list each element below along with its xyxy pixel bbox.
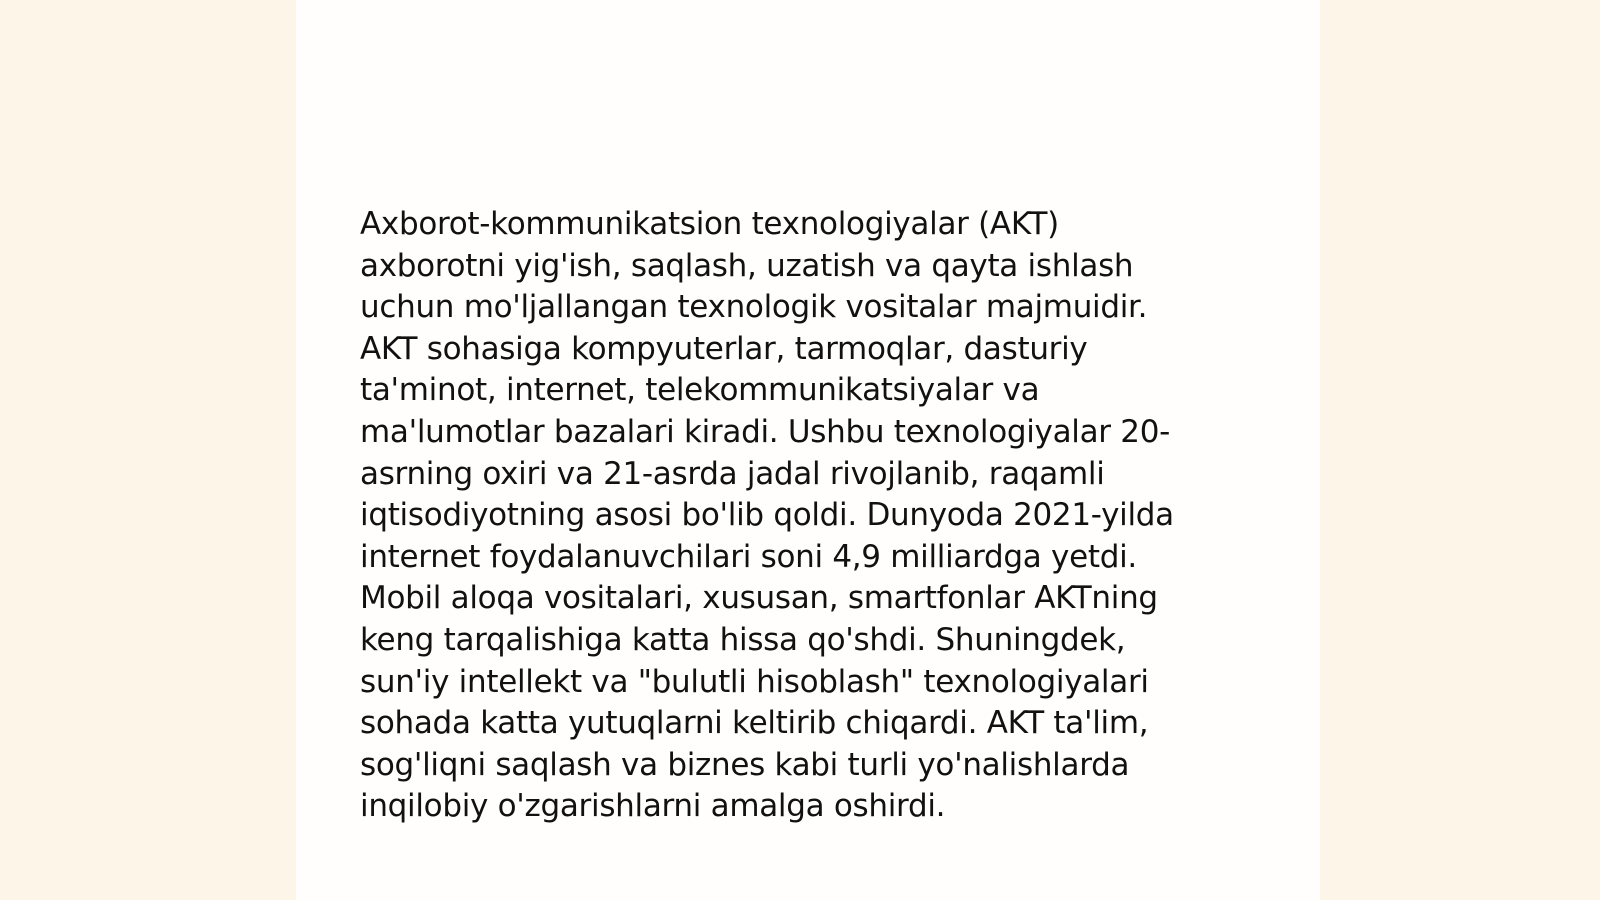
paragraph-line: inqilobiy o'zgarishlarni amalga oshirdi.: [360, 788, 946, 825]
paragraph-line: ta'minot, internet, telekommunikatsiyalar va: [360, 372, 1040, 409]
paragraph-line: sun'iy intellekt va "bulutli hisoblash" texnologiyalari: [360, 663, 1149, 700]
paragraph-line: internet foydalanuvchilari soni 4,9 milliardga yetdi.: [360, 538, 1137, 575]
paragraph-line: asrning oxiri va 21-asrda jadal rivojlanib, raqamli: [360, 455, 1105, 492]
paragraph-line: iqtisodiyotning asosi bo'lib qoldi. Dunyoda 2021-yilda: [360, 497, 1174, 534]
paragraph-line: sog'liqni saqlash va biznes kabi turli yo'nalishlarda: [360, 746, 1130, 783]
paragraph-line: uchun mo'ljallangan texnologik vositalar majmuidir.: [360, 289, 1148, 326]
paragraph-line: AKT sohasiga kompyuterlar, tarmoqlar, dasturiy: [360, 330, 1088, 367]
paragraph-line: sohada katta yutuqlarni keltirib chiqardi. AKT ta'lim,: [360, 705, 1149, 742]
paragraph-line: ma'lumotlar bazalari kiradi. Ushbu texnologiyalar 20-: [360, 413, 1171, 450]
paragraph-line: axborotni yig'ish, saqlash, uzatish va qayta ishlash: [360, 247, 1134, 284]
paragraph-line: Mobil aloqa vositalari, xususan, smartfonlar AKTning: [360, 580, 1158, 617]
body-paragraph: [360, 204, 1240, 828]
document-page: [296, 0, 1320, 900]
paragraph-line: Axborot-kommunikatsion texnologiyalar (AKT): [360, 206, 1059, 242]
paragraph-line: keng tarqalishiga katta hissa qo'shdi. Shuningdek,: [360, 621, 1126, 658]
